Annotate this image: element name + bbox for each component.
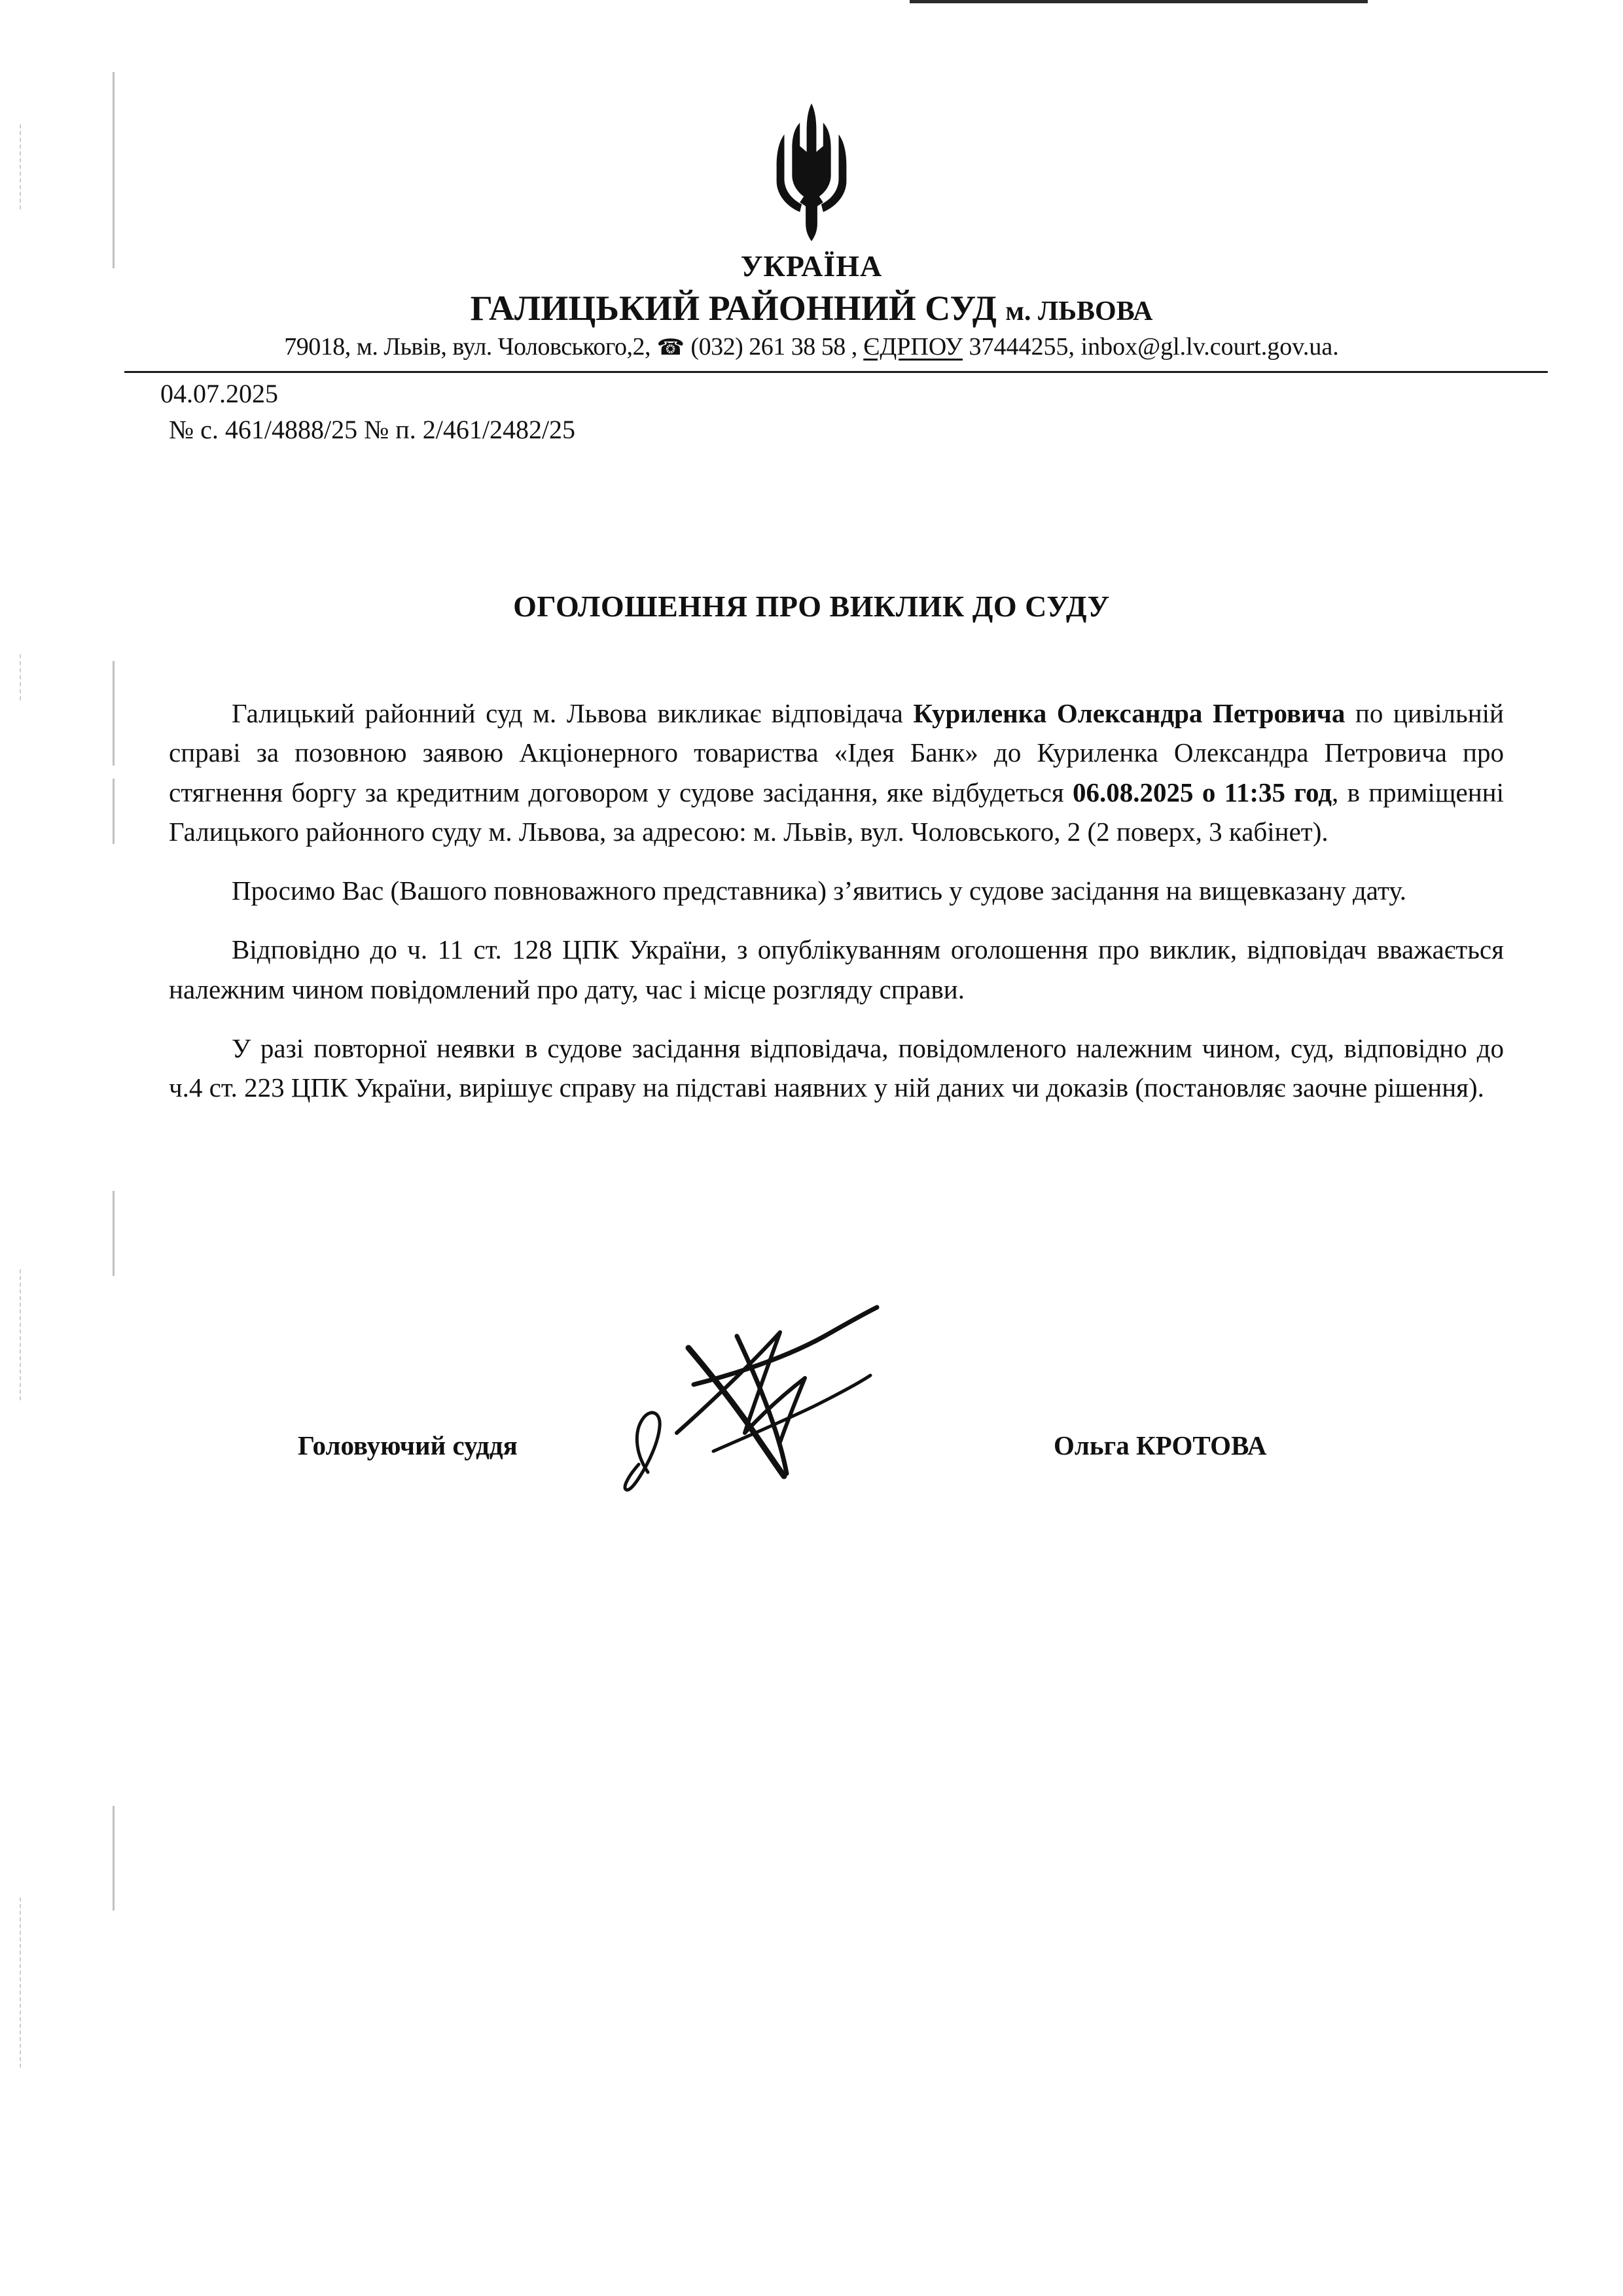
court-address: 79018, м. Львів, вул. Чоловського,2,: [284, 333, 651, 361]
scan-artifact-line: [113, 1806, 115, 1911]
scan-artifact-dashed-line: [20, 654, 21, 700]
page-title: ОГОЛОШЕННЯ ПРО ВИКЛИК ДО СУДУ: [513, 590, 1110, 623]
signature-role-label: Головуючий суддя: [298, 1430, 518, 1460]
emphasized-text: 06.08.2025 о 11:35 год: [1073, 777, 1332, 807]
document-date: 04.07.2025: [160, 379, 278, 408]
court-title-main: ГАЛИЦЬКИЙ РАЙОННИЙ СУД: [470, 289, 997, 328]
emphasized-text: Куриленка Олександра Петровича: [913, 698, 1346, 728]
scan-artifact-dashed-line: [20, 1269, 21, 1400]
body-text-run: по цивільній справі за позовною заявою Акціонерного товариства «Ідея Банк» до Куриленка Олександра Петровича про стягнення боргу за кредитним договором у судове засідання, яке відбудеться: [169, 698, 1504, 807]
telephone-icon: ☎: [656, 336, 685, 360]
court-phone: (032) 261 38 58 ,: [690, 333, 857, 361]
document-body: [169, 694, 1504, 1107]
court-contacts: [0, 332, 1623, 361]
body-text-run: Галицький районний суд м. Львова викликає відповідача: [232, 698, 914, 728]
handwritten-signature-icon: [609, 1302, 949, 1518]
body-paragraph: [169, 1029, 1504, 1108]
header-divider: [124, 371, 1548, 373]
ukraine-coat-of-arms-icon: [0, 101, 1623, 245]
scan-artifact-top-bar: [910, 0, 1368, 3]
scan-artifact-line: [113, 661, 115, 766]
body-paragraph: [169, 930, 1504, 1009]
scan-artifact-line: [113, 1191, 115, 1276]
scan-artifact-line: [113, 779, 115, 844]
registry-code: 37444255,: [969, 333, 1075, 361]
signature-name-label: Ольга КРОТОВА: [1054, 1430, 1267, 1460]
court-title: [0, 288, 1623, 328]
court-email: inbox@gl.lv.court.gov.ua.: [1080, 333, 1339, 361]
document-case-numbers: № с. 461/4888/25 № п. 2/461/2482/25: [169, 415, 576, 444]
body-paragraph: [169, 871, 1504, 910]
body-text-run: Просимо Вас (Вашого повноважного представника) з’явитись у судове засідання на вищевказану дату.: [232, 875, 1406, 906]
body-text-run: Відповідно до ч. 11 ст. 128 ЦПК України, з опублікуванням оголошення про виклик, відповідач вважається належним чином повідомлений про дату, час і місце розгляду справи.: [169, 934, 1504, 1004]
court-title-city: м. ЛЬВОВА: [1005, 296, 1153, 327]
registry-label: ЄДРПОУ: [863, 333, 963, 361]
body-text-run: , в приміщенні Галицького районного суду м. Львова, за адресою: м. Львів, вул. Чоловського, 2 (2 поверх, 3 кабінет).: [169, 777, 1504, 847]
body-text-run: У разі повторної неявки в судове засідання відповідача, повідомленого належним чином, суд, відповідно до ч.4 ст. 223 ЦПК України, вирішує справу на підставі наявних у ній даних чи доказів (постановляє заочне рішення).: [169, 1033, 1504, 1103]
country-title: УКРАЇНА: [740, 249, 883, 283]
scan-artifact-dashed-line: [20, 1898, 21, 2068]
body-paragraph: [169, 694, 1504, 851]
